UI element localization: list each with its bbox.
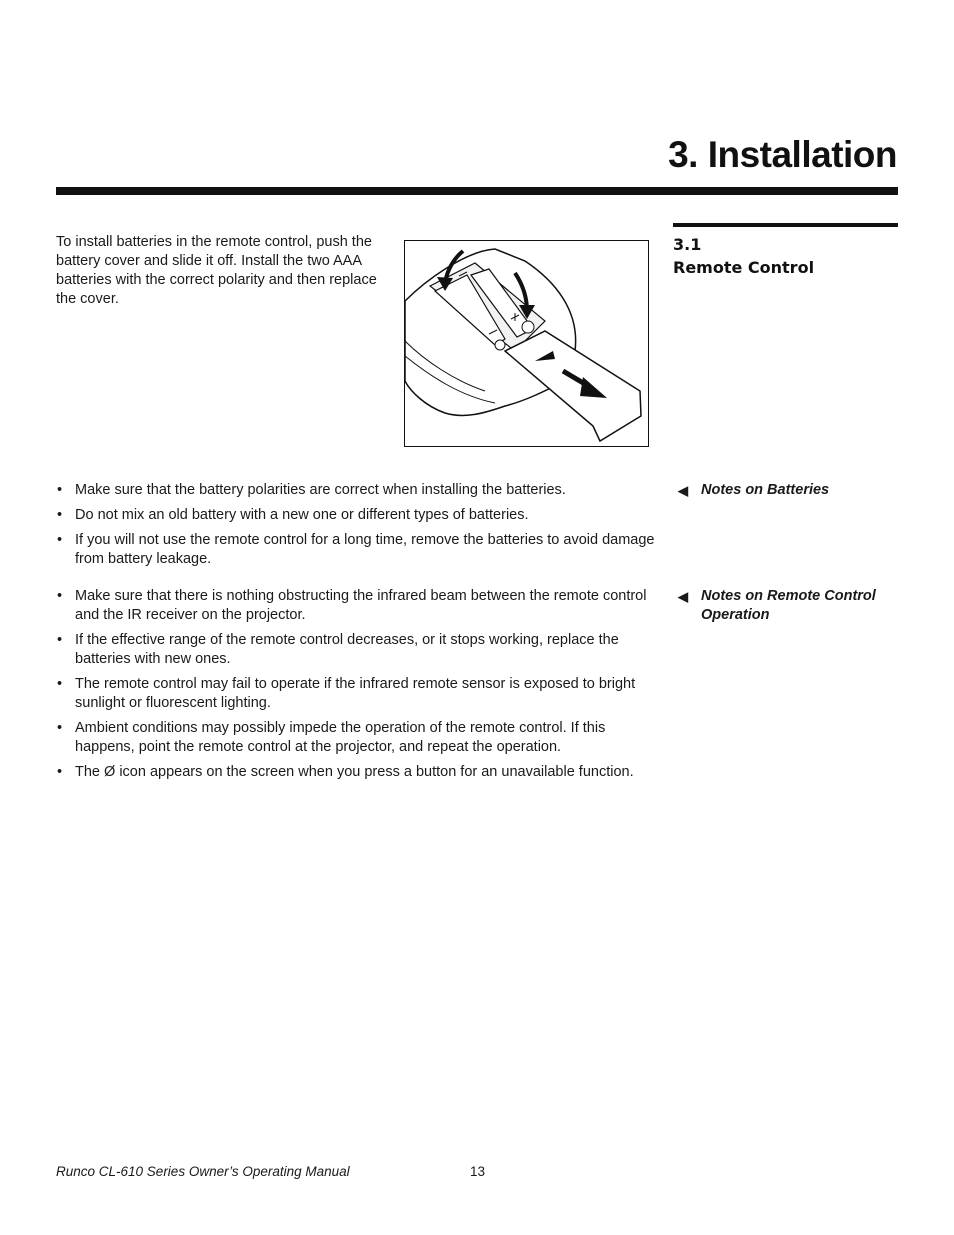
list-item bbox=[56, 506, 661, 525]
battery-terminal-icon-2 bbox=[522, 321, 534, 333]
battery-install-figure bbox=[404, 240, 649, 447]
battery-terminal-icon bbox=[495, 340, 505, 350]
list-item bbox=[56, 719, 661, 757]
bullet-icon: • bbox=[57, 676, 63, 692]
footer-manual-title: Runco CL-610 Series Owner’s Operating Manual bbox=[56, 1164, 350, 1179]
section-rule bbox=[673, 223, 898, 227]
notes-remote-heading bbox=[678, 587, 898, 625]
list-item-text: Ambient conditions may possibly impede the operation of the remote control. If this happens, point the remote control at the projector, and repeat the operation. bbox=[75, 720, 606, 755]
list-item bbox=[56, 631, 661, 669]
section-title: Remote Control bbox=[673, 258, 815, 277]
bullet-icon: • bbox=[57, 482, 63, 498]
list-item bbox=[56, 675, 661, 713]
intro-paragraph: To install batteries in the remote control, push the battery cover and slide it off. Install the two AAA batteries with the correct polarity and then replace the cover. bbox=[56, 234, 377, 307]
notes-batteries-list bbox=[56, 481, 661, 575]
notes-remote-list bbox=[56, 587, 661, 788]
pointer-arrow-icon: ◀ bbox=[678, 483, 688, 498]
bullet-icon: • bbox=[57, 507, 63, 523]
bullet-icon: • bbox=[57, 532, 63, 548]
notes-batteries-heading-text: Notes on Batteries bbox=[701, 482, 830, 498]
section-heading bbox=[673, 233, 814, 279]
list-item bbox=[56, 763, 661, 782]
bullet-icon: • bbox=[57, 632, 63, 648]
list-item-text: Make sure that the battery polarities are correct when installing the batteries. bbox=[75, 482, 566, 498]
list-item bbox=[56, 531, 661, 569]
list-item-text: The Ø icon appears on the screen when you press a button for an unavailable function. bbox=[75, 764, 634, 780]
list-item-text: Do not mix an old battery with a new one or different types of batteries. bbox=[75, 507, 529, 523]
chapter-title: 3. Installation bbox=[668, 134, 897, 175]
bullet-icon: • bbox=[57, 588, 63, 604]
bullet-icon: • bbox=[57, 720, 63, 736]
notes-batteries-heading bbox=[678, 481, 898, 500]
footer-page-number: 13 bbox=[470, 1164, 486, 1179]
list-item bbox=[56, 587, 661, 625]
list-item-text: The remote control may fail to operate if the infrared remote sensor is exposed to bright sunlight or fluorescent lighting. bbox=[75, 676, 636, 711]
section-number: 3.1 bbox=[673, 235, 702, 254]
pointer-arrow-icon: ◀ bbox=[678, 589, 688, 604]
list-item-text: If the effective range of the remote control decreases, or it stops working, replace the batteries with new ones. bbox=[75, 632, 619, 667]
list-item-text: If you will not use the remote control for a long time, remove the batteries to avoid damage from battery leakage. bbox=[75, 532, 655, 567]
list-item bbox=[56, 481, 661, 500]
list-item-text: Make sure that there is nothing obstructing the infrared beam between the remote control and the IR receiver on the projector. bbox=[75, 588, 647, 623]
remote-battery-illustration bbox=[405, 241, 648, 446]
bullet-icon: • bbox=[57, 764, 63, 780]
chapter-rule bbox=[56, 187, 898, 195]
notes-remote-heading-text: Notes on Remote Control Operation bbox=[701, 588, 876, 623]
